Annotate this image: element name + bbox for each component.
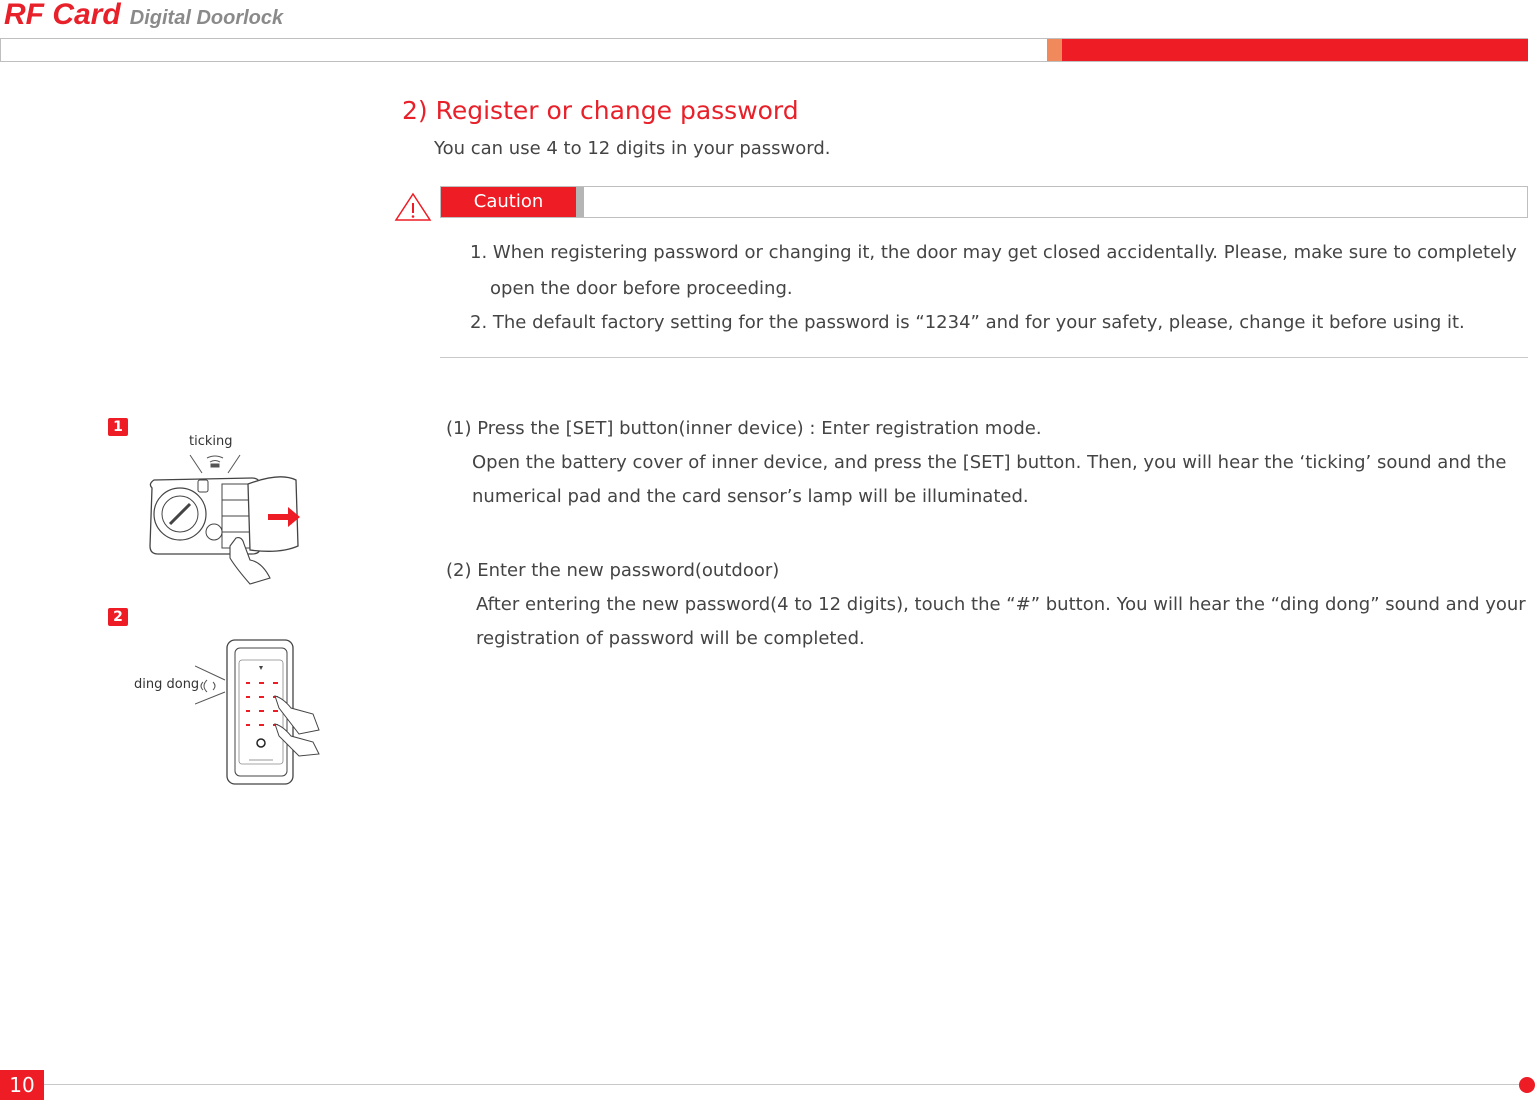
figure1-badge: 1 [108, 418, 128, 436]
brand-title [4, 0, 283, 32]
section-subtitle: You can use 4 to 12 digits in your password. [434, 138, 831, 159]
page-number: 10 [0, 1070, 44, 1100]
header-bar [0, 38, 1528, 62]
footer-rule [44, 1084, 1522, 1085]
caution-bar [440, 186, 1528, 218]
step1-line2: numerical pad and the card sensor’s lamp will be illuminated. [472, 486, 1029, 507]
step2-heading: (2) Enter the new password(outdoor) [446, 560, 780, 581]
warning-icon [394, 192, 432, 222]
section-title: 2) Register or change password [402, 96, 799, 125]
sound-icon [190, 455, 240, 473]
step1-line1: Open the battery cover of inner device, and press the [SET] button. Then, you will hear the ‘ticking’ sound and the [472, 452, 1507, 473]
caution-note-1-cont: open the door before proceeding. [490, 278, 793, 299]
header-accent-red [1062, 39, 1528, 61]
brand-sub: Digital Doorlock [129, 7, 284, 29]
ticking-label: ticking [189, 434, 233, 449]
header-accent-light [1047, 39, 1062, 61]
caution-divider-rule [440, 357, 1528, 358]
inner-device-illustration [140, 450, 335, 585]
step2-line1: After entering the new password(4 to 12 digits), touch the “#” button. You will hear the “ding dong” sound and your [476, 594, 1526, 615]
caution-note-1: 1. When registering password or changing it, the door may get closed accidentally. Please, make sure to completely [470, 242, 1517, 263]
caution-label: Caution [441, 187, 576, 217]
brand-main: RF Card [4, 0, 121, 31]
outdoor-keypad-illustration [195, 638, 330, 788]
figure2-badge: 2 [108, 608, 128, 626]
speaker-icon [195, 666, 225, 704]
step2-line2: registration of password will be completed. [476, 628, 865, 649]
caution-divider [576, 187, 584, 217]
footer-dot [1519, 1077, 1535, 1093]
ding-dong-label: ding dong [134, 677, 200, 692]
step1-heading: (1) Press the [SET] button(inner device) : Enter registration mode. [446, 418, 1042, 439]
caution-note-2: 2. The default factory setting for the password is “1234” and for your safety, please, change it before using it. [470, 312, 1465, 333]
